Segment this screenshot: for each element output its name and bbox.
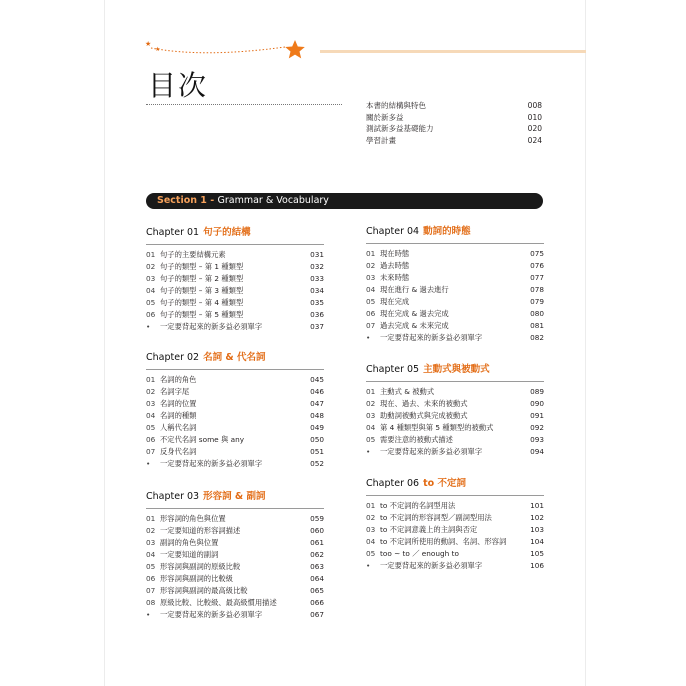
entry-page: 093 <box>530 435 544 444</box>
entry-title: 現在時態 <box>380 249 410 258</box>
entry-title: 名詞的角色 <box>160 375 197 384</box>
chapter-02 <box>146 351 324 470</box>
entry-title: 名詞的位置 <box>160 399 197 408</box>
entry-title: 一定要背起來的新多益必須單字 <box>160 322 263 331</box>
toc-entry[interactable] <box>146 458 324 470</box>
entry-number: 01 <box>366 501 376 510</box>
intro-item-page: 008 <box>527 101 542 110</box>
entry-title: to 不定詞意義上的主詞與否定 <box>380 525 478 534</box>
entry-title: 形容詞與副詞的原級比較 <box>160 562 241 571</box>
entry-number: 02 <box>366 261 376 270</box>
entry-title: 句子的類型 – 第 4 種類型 <box>160 298 244 307</box>
toc-entry[interactable] <box>146 573 324 585</box>
chapter-heading[interactable] <box>146 226 324 240</box>
toc-entry[interactable] <box>146 434 324 446</box>
entry-number: • <box>366 447 371 456</box>
toc-entry[interactable] <box>146 585 324 597</box>
toc-entry[interactable] <box>146 273 324 285</box>
entry-page: 036 <box>310 310 324 319</box>
entry-title: 一定要知道的形容詞描述 <box>160 526 241 535</box>
entry-title: 現在完成 & 過去完成 <box>380 309 449 318</box>
chapter-04 <box>366 225 544 344</box>
entry-number: 03 <box>366 273 376 282</box>
entry-number: • <box>366 561 371 570</box>
toc-entry[interactable] <box>366 512 544 524</box>
entry-page: 048 <box>310 411 324 420</box>
intro-item-title: 學習計畫 <box>366 135 396 145</box>
entry-title: 需要注意的被動式描述 <box>380 435 453 444</box>
entry-title: to 不定詞的名詞型用法 <box>380 501 456 510</box>
entry-title: too ~ to ／ enough to <box>380 549 459 558</box>
chapter-03 <box>146 490 324 621</box>
chapter-number: Chapter 04 <box>366 226 420 237</box>
toc-entry[interactable] <box>366 284 544 296</box>
entry-title: 現在進行 & 過去進行 <box>380 285 449 294</box>
chapter-number: Chapter 03 <box>146 491 200 502</box>
entry-number: 05 <box>146 562 156 571</box>
entry-number: 01 <box>366 387 376 396</box>
entry-number: 06 <box>146 310 156 319</box>
chapter-heading[interactable] <box>146 490 324 504</box>
intro-item[interactable] <box>366 112 542 124</box>
entry-title: 一定要背起來的新多益必須單字 <box>160 610 263 619</box>
toc-entry[interactable] <box>366 296 544 308</box>
entry-page: 049 <box>310 423 324 432</box>
entry-number: 05 <box>366 549 376 558</box>
entry-number: 02 <box>146 387 156 396</box>
entry-number: 02 <box>146 262 156 271</box>
entry-title: 句子的類型 – 第 3 種類型 <box>160 286 244 295</box>
chapter-number: Chapter 06 <box>366 478 420 489</box>
entry-title: 現在、過去、未來的被動式 <box>380 399 468 408</box>
toc-entry[interactable] <box>146 386 324 398</box>
entry-number: 04 <box>146 286 156 295</box>
toc-entry[interactable] <box>366 524 544 536</box>
entry-page: 091 <box>530 411 544 420</box>
toc-entry[interactable] <box>146 422 324 434</box>
entry-page: 046 <box>310 387 324 396</box>
entry-number: 06 <box>146 435 156 444</box>
entry-page: 101 <box>530 501 544 510</box>
chapter-title: 動詞的時態 <box>423 226 471 237</box>
intro-item-page: 010 <box>527 112 542 122</box>
toc-entry[interactable] <box>146 398 324 410</box>
toc-entry[interactable] <box>146 410 324 422</box>
entry-title: 不定代名詞 some 與 any <box>160 435 245 444</box>
entry-title: 一定要背起來的新多益必須單字 <box>380 561 483 570</box>
chapter-06 <box>366 477 544 572</box>
chapter-divider <box>146 244 324 245</box>
entry-number: 06 <box>146 574 156 583</box>
entry-page: 037 <box>310 322 324 331</box>
entry-page: 079 <box>530 297 544 306</box>
entry-page: 076 <box>530 261 544 270</box>
entry-title: 過去時態 <box>380 261 410 270</box>
toc-entry[interactable] <box>146 525 324 537</box>
entry-page: 080 <box>530 309 544 318</box>
entry-number: • <box>146 322 151 331</box>
entry-title: 名詞字尾 <box>160 387 190 396</box>
entry-page: 031 <box>310 250 324 259</box>
entry-title: 形容詞與副詞的最高級比較 <box>160 586 248 595</box>
entry-number: 02 <box>366 513 376 522</box>
toc-entry[interactable] <box>366 272 544 284</box>
entry-page: 102 <box>530 513 544 522</box>
toc-entry[interactable] <box>146 513 324 525</box>
toc-entry[interactable] <box>366 560 544 572</box>
toc-entry[interactable] <box>146 285 324 297</box>
chapter-divider <box>366 495 544 496</box>
entry-title: 助動詞被動式與完成被動式 <box>380 411 468 420</box>
section-name: Grammar & Vocabulary <box>217 195 329 206</box>
chapter-title: 名詞 & 代名詞 <box>203 352 266 363</box>
entry-number: 03 <box>366 411 376 420</box>
entry-page: 034 <box>310 286 324 295</box>
entry-number: 07 <box>366 321 376 330</box>
entry-number: 06 <box>366 309 376 318</box>
entry-page: 075 <box>530 249 544 258</box>
chapter-number: Chapter 05 <box>366 364 420 375</box>
entry-page: 105 <box>530 549 544 558</box>
entry-number: 03 <box>146 399 156 408</box>
chapter-divider <box>366 381 544 382</box>
intro-item[interactable] <box>366 123 542 135</box>
entry-number: • <box>366 333 371 342</box>
entry-page: 081 <box>530 321 544 330</box>
entry-title: 句子的主要結構元素 <box>160 250 226 259</box>
entry-number: 08 <box>146 598 156 607</box>
chapter-divider <box>146 369 324 370</box>
entry-title: 主動式 & 被動式 <box>380 387 435 396</box>
entry-page: 047 <box>310 399 324 408</box>
intro-item-title: 測試新多益基礎能力 <box>366 124 434 133</box>
chapter-title: 句子的結構 <box>203 227 251 238</box>
entry-page: 103 <box>530 525 544 534</box>
entry-title: 原級比較、比較級、最高級慣用描述 <box>160 598 277 607</box>
toc-entry[interactable] <box>366 548 544 560</box>
entry-title: 形容詞的角色與位置 <box>160 514 226 523</box>
entry-number: 01 <box>146 375 156 384</box>
entry-number: 04 <box>366 537 376 546</box>
entry-title: 句子的類型 – 第 2 種類型 <box>160 274 244 283</box>
toc-entry[interactable] <box>146 561 324 573</box>
entry-page: 061 <box>310 538 324 547</box>
toc-entry[interactable] <box>146 549 324 561</box>
entry-page: 060 <box>310 526 324 535</box>
entry-title: 現在完成 <box>380 297 410 306</box>
sparkle-icon: ★ <box>155 46 161 53</box>
top-decor-bar <box>320 50 586 53</box>
entry-title: to 不定詞所使用的動詞、名詞、形容詞 <box>380 537 507 546</box>
entry-number: 04 <box>146 550 156 559</box>
chapter-heading[interactable] <box>366 477 544 491</box>
toc-entry[interactable] <box>146 297 324 309</box>
entry-number: 03 <box>146 538 156 547</box>
entry-title: 句子的類型 – 第 1 種類型 <box>160 262 244 271</box>
intro-item[interactable] <box>366 135 542 147</box>
toc-entry[interactable] <box>366 260 544 272</box>
entry-page: 052 <box>310 459 324 468</box>
entry-number: 05 <box>146 298 156 307</box>
entry-page: 063 <box>310 562 324 571</box>
chapter-title: to 不定詞 <box>423 478 466 489</box>
entry-page: 090 <box>530 399 544 408</box>
entry-title: 一定要背起來的新多益必須單字 <box>380 447 483 456</box>
entry-title: 句子的類型 – 第 5 種類型 <box>160 310 244 319</box>
toc-entry[interactable] <box>366 434 544 446</box>
entry-page: 062 <box>310 550 324 559</box>
entry-title: 過去完成 & 未來完成 <box>380 321 449 330</box>
toc-entry[interactable] <box>146 597 324 609</box>
entry-title: 副詞的角色與位置 <box>160 538 219 547</box>
title-underline <box>146 104 342 105</box>
chapter-divider <box>146 508 324 509</box>
entry-number: 03 <box>366 525 376 534</box>
entry-title: to 不定詞的形容詞型／副詞型用法 <box>380 513 492 522</box>
entry-page: 094 <box>530 447 544 456</box>
chapter-heading[interactable] <box>366 225 544 239</box>
chapter-divider <box>366 243 544 244</box>
toc-entry[interactable] <box>366 248 544 260</box>
entry-number: 05 <box>146 423 156 432</box>
entry-title: 一定要背起來的新多益必須單字 <box>380 333 483 342</box>
toc-entry[interactable] <box>366 308 544 320</box>
entry-page: 077 <box>530 273 544 282</box>
entry-page: 033 <box>310 274 324 283</box>
sparkle-trail <box>151 47 285 53</box>
toc-entry[interactable] <box>366 332 544 344</box>
toc-entry[interactable] <box>146 249 324 261</box>
entry-page: 066 <box>310 598 324 607</box>
toc-entry[interactable] <box>146 261 324 273</box>
entry-page: 051 <box>310 447 324 456</box>
entry-page: 065 <box>310 586 324 595</box>
entry-page: 045 <box>310 375 324 384</box>
entry-page: 032 <box>310 262 324 271</box>
entry-number: 02 <box>366 399 376 408</box>
entry-title: 一定要知道的副詞 <box>160 550 219 559</box>
chapter-number: Chapter 01 <box>146 227 200 238</box>
entry-number: 03 <box>146 274 156 283</box>
toc-entry[interactable] <box>366 398 544 410</box>
entry-number: 04 <box>146 411 156 420</box>
chapter-title: 主動式與被動式 <box>423 364 490 375</box>
entry-number: 07 <box>146 447 156 456</box>
star-decoration <box>145 38 310 62</box>
toc-entry[interactable] <box>366 500 544 512</box>
entry-page: 078 <box>530 285 544 294</box>
entry-page: 092 <box>530 423 544 432</box>
chapter-title: 形容詞 & 副詞 <box>203 491 266 502</box>
toc-entry[interactable] <box>146 374 324 386</box>
chapter-heading[interactable] <box>366 363 544 377</box>
page-title: 目次 <box>148 69 209 102</box>
chapter-01 <box>146 226 324 333</box>
entry-number: 05 <box>366 297 376 306</box>
entry-title: 形容詞與副詞的比較級 <box>160 574 233 583</box>
toc-entry[interactable] <box>146 309 324 321</box>
entry-title: 反身代名詞 <box>160 447 197 456</box>
entry-page: 106 <box>530 561 544 570</box>
entry-page: 089 <box>530 387 544 396</box>
toc-entry[interactable] <box>146 609 324 621</box>
chapter-heading[interactable] <box>146 351 324 365</box>
intro-item-title: 關於新多益 <box>366 112 404 122</box>
entry-number: 04 <box>366 285 376 294</box>
entry-title: 一定要背起來的新多益必須單字 <box>160 459 263 468</box>
entry-number: • <box>146 610 151 619</box>
intro-list <box>366 100 542 146</box>
star-icon <box>285 40 305 58</box>
entry-number: • <box>146 459 151 468</box>
toc-entry[interactable] <box>146 446 324 458</box>
entry-number: 05 <box>366 435 376 444</box>
entry-title: 第 4 種類型與第 5 種類型的被動式 <box>380 423 494 432</box>
section-header <box>146 193 543 209</box>
entry-title: 名詞的種類 <box>160 411 197 420</box>
toc-entry[interactable] <box>366 386 544 398</box>
entry-number: 01 <box>146 250 156 259</box>
intro-item-page: 024 <box>527 135 542 145</box>
intro-item-title: 本書的結構與特色 <box>366 101 426 110</box>
toc-entry[interactable] <box>146 321 324 333</box>
entry-number: 07 <box>146 586 156 595</box>
section-prefix: Section 1 - <box>157 195 218 206</box>
toc-entry[interactable] <box>366 446 544 458</box>
toc-entry[interactable] <box>146 537 324 549</box>
entry-number: 01 <box>366 249 376 258</box>
entry-number: 04 <box>366 423 376 432</box>
entry-page: 050 <box>310 435 324 444</box>
entry-number: 02 <box>146 526 156 535</box>
chapter-number: Chapter 02 <box>146 352 200 363</box>
toc-entry[interactable] <box>366 320 544 332</box>
entry-page: 059 <box>310 514 324 523</box>
sparkle-icon: ★ <box>145 40 152 48</box>
entry-page: 067 <box>310 610 324 619</box>
chapter-05 <box>366 363 544 458</box>
entry-title: 未來時態 <box>380 273 410 282</box>
intro-item[interactable] <box>366 100 542 112</box>
entry-title: 人稱代名詞 <box>160 423 197 432</box>
entry-page: 082 <box>530 333 544 342</box>
intro-item-page: 020 <box>527 124 542 133</box>
entry-page: 035 <box>310 298 324 307</box>
entry-page: 064 <box>310 574 324 583</box>
toc-entry[interactable] <box>366 422 544 434</box>
toc-entry[interactable] <box>366 410 544 422</box>
toc-entry[interactable] <box>366 536 544 548</box>
entry-number: 01 <box>146 514 156 523</box>
entry-page: 104 <box>530 537 544 546</box>
